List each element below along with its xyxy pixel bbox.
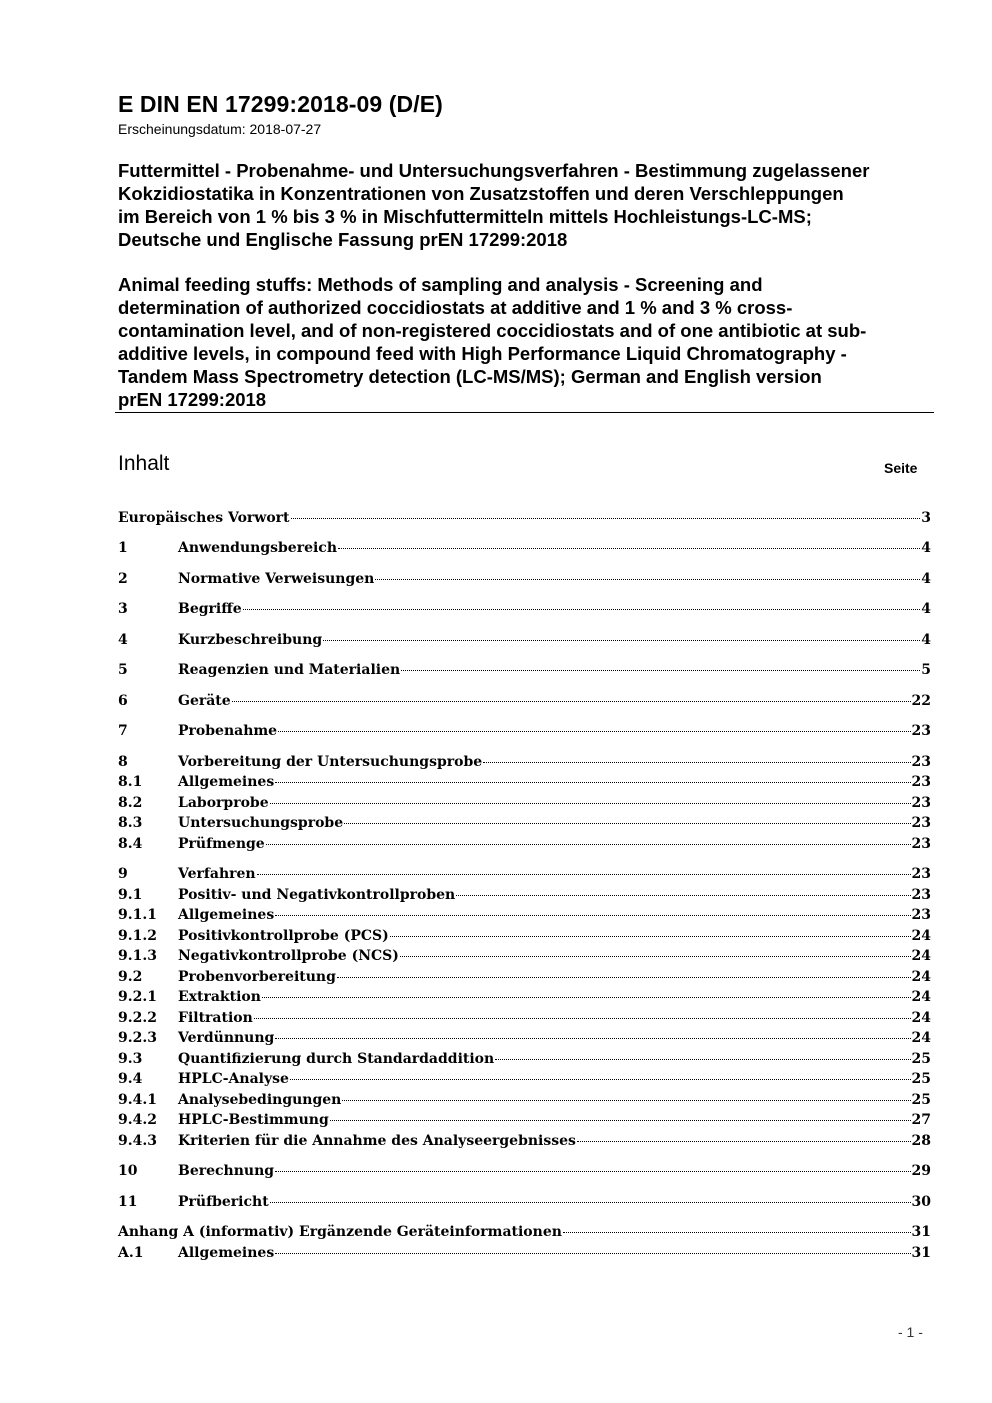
toc-entry-page: 23 bbox=[911, 887, 931, 903]
toc-entry-number: 9.2 bbox=[118, 969, 143, 985]
toc-entry-number: 9.1.2 bbox=[118, 928, 157, 944]
toc-entry[interactable] bbox=[118, 723, 931, 743]
toc-dot-leader bbox=[254, 1018, 911, 1019]
toc-entry-page: 23 bbox=[911, 754, 931, 770]
toc-entry-title: Quantifizierung durch Standardaddition bbox=[178, 1051, 495, 1067]
toc-dot-leader bbox=[483, 762, 910, 763]
toc-entry[interactable] bbox=[118, 866, 931, 886]
toc-entry[interactable] bbox=[118, 948, 931, 968]
toc-entry-title: Anhang A (informativ) Ergänzende Geräteinformationen bbox=[118, 1224, 562, 1240]
title-english-line: Animal feeding stuffs: Methods of sampling and analysis - Screening and bbox=[118, 274, 763, 295]
publication-date: Erscheinungsdatum: 2018-07-27 bbox=[118, 121, 322, 137]
title-english-line: prEN 17299:2018 bbox=[118, 389, 267, 410]
toc-entry-number: 7 bbox=[118, 723, 128, 739]
toc-entry[interactable] bbox=[118, 571, 931, 591]
toc-entry[interactable] bbox=[118, 693, 931, 713]
toc-entry-number: 10 bbox=[118, 1163, 138, 1179]
toc-entry[interactable] bbox=[118, 1163, 931, 1183]
toc-entry-page: 25 bbox=[911, 1092, 931, 1108]
toc-entry-page: 24 bbox=[911, 989, 931, 1005]
toc-entry-number: 9.1.1 bbox=[118, 907, 157, 923]
toc-entry-title: Begriffe bbox=[178, 601, 242, 617]
toc-entry-page: 25 bbox=[911, 1051, 931, 1067]
toc-dot-leader bbox=[232, 701, 911, 702]
title-german-line: Deutsche und Englische Fassung prEN 17299:2018 bbox=[118, 229, 568, 250]
toc-entry-number: 9 bbox=[118, 866, 128, 882]
toc-entry-title: Extraktion bbox=[178, 989, 261, 1005]
toc-entry-page: 23 bbox=[911, 907, 931, 923]
toc-dot-leader bbox=[390, 936, 911, 937]
toc-entry-title: HPLC-Bestimmung bbox=[178, 1112, 329, 1128]
toc-dot-leader bbox=[278, 731, 910, 732]
title-english-line: contamination level, and of non-registered coccidiostats and of one antibiotic at sub- bbox=[118, 320, 867, 341]
toc-dot-leader bbox=[342, 1100, 910, 1101]
toc-entry-title: Probenvorbereitung bbox=[178, 969, 336, 985]
toc-entry-number: 9.2.3 bbox=[118, 1030, 157, 1046]
toc-entry-title: Europäisches Vorwort bbox=[118, 510, 290, 526]
toc-dot-leader bbox=[401, 670, 920, 671]
toc-entry-title: Negativkontrollprobe (NCS) bbox=[178, 948, 399, 964]
toc-entry-number: 2 bbox=[118, 571, 128, 587]
toc-entry[interactable] bbox=[118, 510, 931, 530]
toc-entry[interactable] bbox=[118, 1112, 931, 1132]
toc-dot-leader bbox=[266, 844, 911, 845]
toc-entry-number: 1 bbox=[118, 540, 128, 556]
toc-entry-title: Laborprobe bbox=[178, 795, 269, 811]
toc-entry[interactable] bbox=[118, 774, 931, 794]
toc-entry-number: 8.2 bbox=[118, 795, 143, 811]
toc-entry-title: HPLC-Analyse bbox=[178, 1071, 289, 1087]
toc-entry-page: 23 bbox=[911, 774, 931, 790]
toc-dot-leader bbox=[262, 997, 911, 998]
toc-entry[interactable] bbox=[118, 1133, 931, 1153]
toc-entry-title: Berechnung bbox=[178, 1163, 275, 1179]
toc-entry-number: 9.2.1 bbox=[118, 989, 157, 1005]
toc-entry-page: 23 bbox=[911, 795, 931, 811]
title-german-line: Kokzidiostatika in Konzentrationen von Zusatzstoffen und deren Verschleppungen bbox=[118, 183, 844, 204]
toc-entry-page: 4 bbox=[921, 601, 931, 617]
toc-dot-leader bbox=[291, 518, 921, 519]
toc-entry[interactable] bbox=[118, 632, 931, 652]
toc-entry-page: 4 bbox=[921, 632, 931, 648]
toc-entry-number: 9.1.3 bbox=[118, 948, 157, 964]
toc-entry-page: 4 bbox=[921, 571, 931, 587]
toc-dot-leader bbox=[243, 609, 921, 610]
toc-entry-page: 28 bbox=[911, 1133, 931, 1149]
toc-entry-title: Verdünnung bbox=[178, 1030, 275, 1046]
toc-entry[interactable] bbox=[118, 907, 931, 927]
toc-entry[interactable] bbox=[118, 1224, 931, 1244]
toc-entry[interactable] bbox=[118, 836, 931, 856]
toc-entry-number: 8 bbox=[118, 754, 128, 770]
page-number: - 1 - bbox=[898, 1324, 923, 1340]
toc-entry-number: 3 bbox=[118, 601, 128, 617]
toc-entry-title: Kriterien für die Annahme des Analyseergebnisses bbox=[178, 1133, 576, 1149]
toc-entry-title: Analysebedingungen bbox=[178, 1092, 342, 1108]
toc-entry-number: 9.4.3 bbox=[118, 1133, 157, 1149]
toc-entry-page: 4 bbox=[921, 540, 931, 556]
toc-entry-page: 3 bbox=[921, 510, 931, 526]
toc-dot-leader bbox=[330, 1120, 911, 1121]
toc-dot-leader bbox=[400, 956, 911, 957]
toc-entry[interactable] bbox=[118, 989, 931, 1009]
toc-entry[interactable] bbox=[118, 1051, 931, 1071]
toc-entry-title: Prüfbericht bbox=[178, 1194, 269, 1210]
toc-entry-number: A.1 bbox=[118, 1245, 144, 1261]
toc-heading: Inhalt bbox=[118, 452, 170, 475]
toc-entry-number: 8.1 bbox=[118, 774, 143, 790]
toc-entry[interactable] bbox=[118, 1245, 931, 1265]
toc-entry-number: 11 bbox=[118, 1194, 138, 1210]
toc-dot-leader bbox=[275, 782, 910, 783]
toc-entry-page: 31 bbox=[911, 1224, 931, 1240]
toc-entry[interactable] bbox=[118, 815, 931, 835]
toc-entry-title: Allgemeines bbox=[178, 1245, 275, 1261]
toc-entry-number: 8.4 bbox=[118, 836, 143, 852]
toc-entry-number: 6 bbox=[118, 693, 128, 709]
toc-entry-page: 23 bbox=[911, 836, 931, 852]
toc-dot-leader bbox=[275, 1253, 910, 1254]
toc-dot-leader bbox=[337, 977, 911, 978]
toc-dot-leader bbox=[323, 640, 920, 641]
toc-entry-title: Filtration bbox=[178, 1010, 253, 1026]
toc-entry-page: 23 bbox=[911, 866, 931, 882]
title-german-line: im Bereich von 1 % bis 3 % in Mischfuttermitteln mittels Hochleistungs-LC-MS; bbox=[118, 206, 812, 227]
toc-dot-leader bbox=[344, 823, 910, 824]
toc-entry[interactable] bbox=[118, 1030, 931, 1050]
toc-entry[interactable] bbox=[118, 1194, 931, 1214]
toc-entry[interactable] bbox=[118, 928, 931, 948]
toc-entry-title: Allgemeines bbox=[178, 774, 275, 790]
toc-entry-page: 24 bbox=[911, 948, 931, 964]
title-english-line: determination of authorized coccidiostats at additive and 1 % and 3 % cross- bbox=[118, 297, 793, 318]
toc-entry-title: Normative Verweisungen bbox=[178, 571, 375, 587]
toc-entry[interactable] bbox=[118, 1071, 931, 1091]
toc-dot-leader bbox=[275, 915, 910, 916]
toc-dot-leader bbox=[338, 548, 920, 549]
title-english-line: Tandem Mass Spectrometry detection (LC-MS/MS); German and English version bbox=[118, 366, 822, 387]
toc-entry-number: 4 bbox=[118, 632, 128, 648]
toc-entry-number: 9.2.2 bbox=[118, 1010, 157, 1026]
toc-entry-number: 9.3 bbox=[118, 1051, 143, 1067]
toc-entry-page: 27 bbox=[911, 1112, 931, 1128]
toc-entry-title: Positiv- und Negativkontrollproben bbox=[178, 887, 456, 903]
toc-entry-page: 23 bbox=[911, 723, 931, 739]
toc-entry-title: Positivkontrollprobe (PCS) bbox=[178, 928, 389, 944]
title-english-line: additive levels, in compound feed with High Performance Liquid Chromatography - bbox=[118, 343, 847, 364]
toc-entry-title: Verfahren bbox=[178, 866, 256, 882]
toc-page-column-label: Seite bbox=[884, 460, 918, 476]
toc-entry[interactable] bbox=[118, 754, 931, 774]
toc-entry-page: 25 bbox=[911, 1071, 931, 1087]
toc-entry-title: Vorbereitung der Untersuchungsprobe bbox=[178, 754, 483, 770]
toc-entry-number: 9.1 bbox=[118, 887, 143, 903]
toc-entry-page: 30 bbox=[911, 1194, 931, 1210]
toc-dot-leader bbox=[257, 874, 911, 875]
toc-dot-leader bbox=[456, 895, 910, 896]
toc-entry-title: Anwendungsbereich bbox=[178, 540, 337, 556]
toc-entry-page: 29 bbox=[911, 1163, 931, 1179]
toc-entry-page: 5 bbox=[921, 662, 931, 678]
toc-entry-title: Untersuchungsprobe bbox=[178, 815, 344, 831]
toc-entry[interactable] bbox=[118, 1010, 931, 1030]
toc-entry[interactable] bbox=[118, 1092, 931, 1112]
toc-entry[interactable] bbox=[118, 887, 931, 907]
toc-entry-number: 9.4.2 bbox=[118, 1112, 157, 1128]
toc-entry-page: 24 bbox=[911, 928, 931, 944]
toc-entry-title: Prüfmenge bbox=[178, 836, 265, 852]
toc-dot-leader bbox=[495, 1059, 910, 1060]
toc-dot-leader bbox=[290, 1079, 911, 1080]
toc-entry-page: 24 bbox=[911, 1030, 931, 1046]
toc-dot-leader bbox=[270, 1202, 911, 1203]
toc-entry[interactable] bbox=[118, 795, 931, 815]
title-german-line: Futtermittel - Probenahme- und Untersuchungsverfahren - Bestimmung zugelassener bbox=[118, 160, 870, 181]
toc-dot-leader bbox=[563, 1232, 911, 1233]
toc-entry-page: 24 bbox=[911, 1010, 931, 1026]
toc-entry-title: Kurzbeschreibung bbox=[178, 632, 323, 648]
toc-dot-leader bbox=[270, 803, 911, 804]
toc-entry-title: Probenahme bbox=[178, 723, 278, 739]
toc-entry-page: 23 bbox=[911, 815, 931, 831]
toc-entry-page: 24 bbox=[911, 969, 931, 985]
toc-entry-number: 8.3 bbox=[118, 815, 143, 831]
toc-dot-leader bbox=[577, 1141, 911, 1142]
toc-entry-title: Geräte bbox=[178, 693, 231, 709]
toc-entry-number: 9.4 bbox=[118, 1071, 143, 1087]
toc-entry-page: 31 bbox=[911, 1245, 931, 1261]
toc-entry-page: 22 bbox=[911, 693, 931, 709]
toc-entry-number: 5 bbox=[118, 662, 128, 678]
toc-entry-number: 9.4.1 bbox=[118, 1092, 157, 1108]
toc-entry[interactable] bbox=[118, 540, 931, 560]
toc-entry-title: Allgemeines bbox=[178, 907, 275, 923]
toc-dot-leader bbox=[275, 1038, 910, 1039]
toc-entry[interactable] bbox=[118, 662, 931, 682]
toc-dot-leader bbox=[275, 1171, 910, 1172]
toc-entry-title: Reagenzien und Materialien bbox=[178, 662, 401, 678]
document-id: E DIN EN 17299:2018-09 (D/E) bbox=[118, 91, 443, 117]
toc-entry[interactable] bbox=[118, 969, 931, 989]
toc-entry[interactable] bbox=[118, 601, 931, 621]
toc-dot-leader bbox=[375, 579, 920, 580]
